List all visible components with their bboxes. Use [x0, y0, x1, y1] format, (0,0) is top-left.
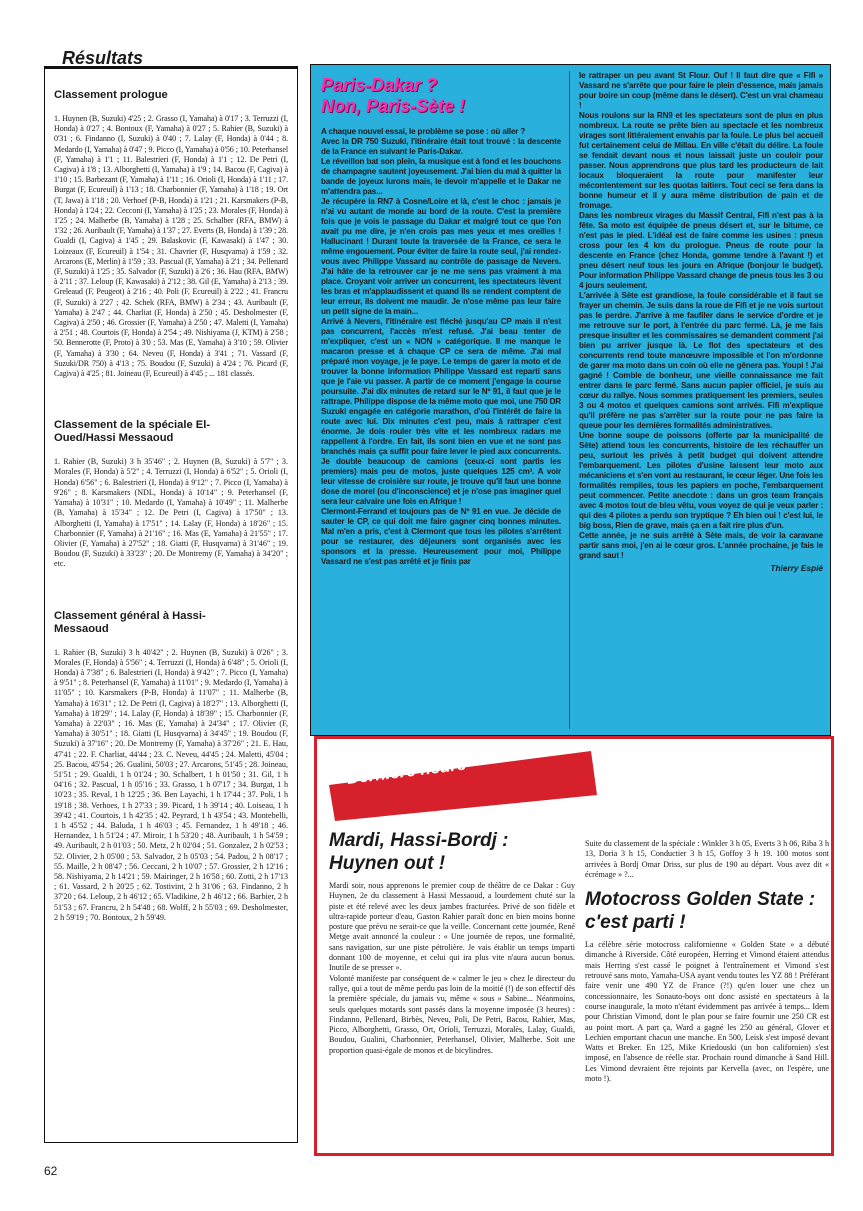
- article2-title-line1: Motocross Golden State :: [585, 889, 816, 911]
- news-col1: [329, 829, 575, 1056]
- results-header: [44, 44, 298, 70]
- feature-col2: [579, 71, 823, 573]
- general-text: 1. Rahier (B, Suzuki) 3 h 40'42" ; 2. Huynen (B, Suzuki) à 0'26" ; 3. Morales (F, Honda) à 5'56" ; 4. Terruzzi (I, Honda) à 6'48" ; 5. Orioli (I, Honda) à 7'38" ; 6. Balestrieri (I, Honda) à 9'42" ; 7. Picco (I, Yamaha) à 9'51" ; 8. Peterhansel (F, Yamaha) à 11'01" ; 9. Medardo (I, Yamaha) à 11'05" ; 10. Karsmakers (P-B, Honda) à 11'07" ; 11. Malherbe (B, Yamaha) à 16'31" ; 12. De Petri (I, Cagiva) à 18'27" ; 13. Alborghetti (I, Yamaha) à 18'29" ; 14. Lalay (F, Honda) à 18'39" ; 15. Charbonnier (F, Yamaha) à 22'03" ; 16. Mas (E, Yamaha) à 24'34" ; 17. Olivier (F, Yamaha) à 30'51" ; 18. Giatti (I, Husqvarna) à 34'45" ; 19. Boudou (F, Suzuki) à 37'16" ; 20. De Montremy (F, Yamaha) à 37'26" ; 21. E. Hau, 47'41 ; 22. F. Charliat, 44'44 ; 23. C. Neveu, 44'45 ; 24. Maletti, 45'04 ; 25. Bacou, 45'54 ; 26. Gualini, 50'03 ; 27. Arcarons, 51'45 ; 28. Joineau, 51'51 ; 29. Gualdi, 1 h 01'24 ; 30. Schalbert, 1 h 01'50 ; 31. Gil, 1 h 04'16 ; 32. Pascual, 1 h 05'16 ; 33. Grasso, 1 h 07'17 ; 34. Burgat, 1 h 10'23 ; 35. Reval, 1 h 12'25 ; 36. Ben Layachi, 1 h 17'44 ; 37. Poli, 1 h 19'18 ; 38. Verhoes, 1 h 27'33 ; 39. Picard, 1 h 39'14 ; 40. Loiseau, 1 h 39'42 ; 41. Courtois, 1 h 42'35 ; 42. Peyrard, 1 h 43'54 ; 43. Montebelli, 1 h 45'52 ; 44. Baluda, 1 h 46'03 ; 45. Fernandez, 1 h 49'18 ; 46. Hernandez, 1 h 51'24 ; 47. Miroir, 1 h 53'20 ; 48. Auribault, 1 h 54'59 ; 49. Auribault, 2 h 01'03 ; 50. Metz, 2 h 02'04 ; 51. Gonzalez, 2 h 02'53 ; 52. Olivier, 2 h 05'00 ; 53. Salvador, 2 h 05'03 ; 54. Padou, 2 h 08'17 ; 55. Maille, 2 h 08'47 ; 56. Ceccani, 2 h 10'07 ; 57. Grossier, 2 h 12'16 ; 58. Nishiyama, 2 h 14'21 ; 59. Mairinger, 2 h 16'58 ; 60. Zotti, 2 h 17'13 ; 61. Vassard, 2 h 20'25 ; 62. Tostivint, 2 h 31'06 ; 63. Findanno, 2 h 37'20 ; 64. Leloup, 2 h 46'12 ; 65. Vladikine, 2 h 46'12 ; 66. Barbier, 2 h 51'53 ; 67. Francru, 2 h 54'48 ; 68. Wolff, 2 h 55'03 ; 69. Desholmester, 2 h 59'19 ; 70. Bontoux, 2 h 59'49.: [54, 647, 288, 922]
- article2-text: La célèbre série motocross californienne « Golden State » a débuté dimanche à Riverside. Côté européen, Herring et Vimond étaient attendus mais Herring s'est cassé le poignet à l'entraînement et Vimond s'est retrouvé sans moto, Yamaha-USA ayant vendu toutes les YZ 88 ! Préférant faire venir une 490 YZ de France (?!) qu'en louer une chez un concessionnaire, les Sonauto-boys ont donc assisté en spectateurs à la course inaugurale, la moto n'étant évidemment pas arrivée à temps... Idem pour Christian Vimond, dont le plan pour se faire fournir une 250 CR est au point mort. A part ça, Ward a gagné les 250 au général, Glover et Lechien emportant chacun une manche. En 500, Leisk s'est imposé devant Watts et Breker. En 125, Mike Kriedouski (un bon californien) s'est imposé, en l'absence de réelle star. Prochain round dimanche à Sand Hill. Les Vimond devraient être rejoints par Kervella (avec, on l'espère, une moto !).: [585, 940, 829, 1084]
- feature-text-col1: A chaque nouvel essai, le problème se pose : où aller ? Avec la DR 750 Suzuki, l'itinéraire était tout trouvé : la descente de la France en suivant le Paris-Dakar. Le réveillon bat son plein, la musique est à fond et les bouchons de champagne sautent joyeusement. J'ai bien du mal à quitter la bande de joyeux lurons mais, le devoir m'appelle et le Dakar ne m'attendra pas... Je récupère la RN7 à Cosne/Loire et là, c'est le choc : jamais je n'ai vu autant de monde au bord de la route. C'est la première fois que je vois le passage du Dakar et malgré tout ce que l'on avait pu me dire, je n'en crois pas mes yeux et mes oreilles ! Hallucinant ! Durant toute la traversée de la France, ce sera le même engouement. Pour éviter de faire la route seul, j'ai rendez-vous avec Philippe Vassard au contrôle de passage de Nevers. J'ai hâte de la retrouver car je ne me sens pas vraiment à ma place. Croyant voir arriver un concurrent, les spectateurs lèvent les bras et m'applaudissent et quand ils se rendent comptent de leur erreur, ils doivent me maudir. Je n'ose même pas leur faire un petit signe de la main... Arrivé à Nevers, l'itinéraire est fléché jusqu'au CP mais il n'est pas concurrent, l'accès m'est refusé. J'ai beau tenter de m'expliquer, c'est un « NON » catégorique. Il me manque le macaron presse et à chaque CP ce sera de même. J'ai mal préparé mon voyage, je le paye. Le temps de garer la moto et de trouver la bonne information Philippe Vassard est reparti sans que je l'aie vu passer. A partir de ce moment j'engage la course poursuite. J'ai dix minutes de retard sur le Nº 91, il faut que je le rattrape. Philippe dispose de la même moto que moi, une 750 DR Suzuki engagée en catégorie marathon, d'où l'intérêt de faire la route avec lui. Dix minutes c'est peu, mais à rattraper c'est énorme. Je dois rouler très vite et les nombreux radars me rappellent à l'ordre. En fait, ils sont bien en vue et ne sont pas branchés mais ça suffit pour faire lever le pied aux concurrents. Je double beaucoup de camions (ceux-ci sont partis les premiers) mais peu de motos, juste quelques 125 cm³. A voir leur vitesse de croisière sur route, je trouve qu'il faut une bonne dose de morel (ou d'inconscience) et je n'ose pas imaginer quel sera leur calvaire une fois en Afrique ! Clermont-Ferrand et toujours pas de Nº 91 en vue. Je décide de sauter le CP, ce qui doit me faire gagner cinq bonnes minutes. Mal m'en a pris, c'est à Clermont que tous les pilotes s'arrêtent pour se restaurer, des déjeuners sont organisés avec les sponsors et la presse. Heureusement pour moi, Philippe Vassard ne s'est pas arrêté et je finis par: [321, 127, 561, 566]
- speciale-text: 1. Rahier (B, Suzuki) 3 h 35'46" ; 2. Huynen (B, Suzuki) à 5'7" ; 3. Morales (F, Honda) à 5'2" ; 4. Terruzzi (I, Honda) à 6'52" ; 5. Orioli (I, Honda) 6'56" ; 6. Balestrieri (I, Honda) à 9'12" ; 7. Picco (I, Yamaha) à 9'26" ; 8. Karsmakers (NDL, Honda) à 10'14" ; 9. Peterhansel (F, Yamaha) à 10'31" ; 10. Medardo (I, Yamaha) à 10'49" ; 11. Malherbe (B, Yamaha) à 15'34" ; 12. De Petri (I, Cagiva) à 17'50" ; 13. Alborghetti (I, Yamaha) à 17'51" ; 14. Lalay (F, Honda) à 18'26" ; 15. Charbonnier (F, Yamaha) à 21'16" ; 16. Mas (E, Yamaha) à 21'55" ; 17. Olivier (F, Yamaha) à 27'52" ; 18. Giatti (F, Husqvarna) à 31'46" ; 19. Boudou (F, Suzuki) à 33'23" ; 20. De Montremy (F, Yamaha) à 34'20" ; etc.: [54, 457, 288, 569]
- news-banner-label: Dernière heure: [345, 754, 468, 788]
- speciale-heading: Classement de la spéciale El-Oued/Hassi Messaoud: [54, 419, 211, 445]
- results-box: [44, 68, 298, 1143]
- prologue-heading: Classement prologue: [54, 89, 168, 101]
- prologue-text: 1. Huynen (B, Suzuki) 4'25 ; 2. Grasso (I, Yamaha) à 0'17 ; 3. Terruzzi (I, Honda) à 0'27 ; 4. Bontoux (F, Yamaha) à 0'27 ; 5. Rahier (B, Suzuki) à 0'31 ; 6. Findanno (I, Suzuki) à 0'40 ; 7. Lalay (F, Honda) à 0'44 ; 8. Medardo (I, Yamaha) à 0'47 ; 9. Picco (I, Yamaha) à 0'56 ; 10. Peterhansel (F, Yamaha) à 1'1 ; 11. Balestrieri (F, Honda) à 1'1 ; 12. De Petri (I, Cagiva) à 1'8 ; 13. Alborghetti (I, Yamaha) à 1'9 ; 14. Bacou (F, Cagiva) à 1'10 ; 15. Barbezant (F, Yamaha) à 1'11 ; 16. Orioli (I, Honda) à 1'11 ; 17. Burgat (F, Ecureuil) à 1'13 ; 18. Charbonnier (F, Yamaha) à 1'18 ; 19. Ort (T, Jawa) à 1'18 ; 20. Verhoef (P-B, Honda) à 1'21 ; 21. Karsmakers (P-B, Honda) à 1'24 ; 22. Cecconi (I, Yamaha) à 1'25 ; 23. Morales (F, Honda) à 1'25 ; 24. Malherbe (B, Yamaha) à 1'28 ; 25. Schalber (RFA, BMW) à 1'32 ; 26. Auribault (F, Yamaha) à 1'37 ; 27. Everts (B, Honda) à 1'39 ; 28. Gualdi (I, Cagiva) à 1'45 ; 29. Balaskovic (F, Kawasaki) à 1'47 ; 30. Loizeaux (F, Ecureuil) à 1'54 ; 31. Chavrier (F, Husqvarna) à 1'59 ; 32. Arcarons (E, Merlin) à 1'59 ; 33. Pascual (F, Yamaha) à 2'1 ; 34. Pellenard (F, Suzuki) à 1'25 ; 35. Salvador (F, Suzuki) à 2'6 ; 36. Hau (RFA, BMW) à 2'11 ; 37. Leloup (F, Kawasaki) à 2'12 ; 38. Gil (E, Yamaha) à 2'13 ; 39. Greleaud (F, Peugeot) à 2'16 ; 40. Poli (F, Ecureuil) à 2'22 ; 41. Francru (F, Suzuki) à 2'27 ; 42. Schek (RFA, BMW) à 2'34 ; 43. Auribault (F, Yamaha) à 2'47 ; 44. Charliat (F, Honda) à 2'50 ; 45. Desholmester (F, Cagiva) à 2'50 ; 46. Grossier (F, Yamaha) à 2'50 ; 47. Maletti (I, Yamaha) à 2'51 ; 48. Courtois (F, Honda) à 2'54 ; 49. Nishiyama (J, KTM) à 2'58 ; 50. Bennerotte (F, Proto) à 3'0 ; 53. Mas (E, Yamaha) à 3'10 ; 59. Olivier (F, Yamaha) à 3'30 ; 64. Neveu (F, Honda) à 3'41 ; 71. Vassard (F, Suzuki/DR 750) à 4'13 ; 75. Boudou (F, Suzuki) à 4'24 ; 76. Picard (F, Cagiva) à 4'25 ; 81. Joineau (F, Ecureuil) à 4'45 ; ... 181 classés.: [54, 114, 288, 379]
- feature-kicker-line2: Non, Paris-Sète !: [321, 96, 466, 116]
- results-title: Résultats: [62, 48, 144, 68]
- feature-col-divider: [569, 71, 570, 729]
- news-box: [314, 736, 834, 1156]
- general-heading: Classement général à Hassi-Messaoud: [54, 609, 206, 635]
- article1-text: Mardi soir, nous apprenons le premier coup de théâtre de ce Dakar : Guy Huynen, 2e du classement à Hassi Messaoud, a lourdement chuté sur la piste et été relevé avec les deux jambes fracturées. Privé de son fidèle et ultra-rapide porteur d'eau, Gaston Rahier paraît donc en bien moins bonne posture que prévu ne serait-ce que la veille. Concernant cette journée, René Metge avait annoncé la couleur : « Une journée de repos, une formalité, sans navigation, sur une piste pétrolière. Je vais établir un temps imparti donnant 100 de moyenne, et celui qui ira plus vite n'aura aucun bonus. Inutile de se presser ». Volonté manifeste par conséquent de « calmer le jeu » chez le directeur du rallye, qui a tout de même perdu pas loin de la moitié (!) de son effectif dès la première spéciale, du jamais vu, même « sous » Sabine... Néanmoins, seuls quelques motards sont passés dans la moyenne imposée (3 heures) : Findanno, Pellenard, Birbès, Neveu, Poli, De Petri, Bacou, Rahier, Mas, Picco, Alborghetti, Grasso, Ort, Orioli, Terruzzi, Moralès, Lalay, Gualdi, Boudou, Gualini, Charbonnier, Peterhansel, Olivier, Malherbe. Soit une proportion quasi-égale de monos et de bicylindres.: [329, 881, 575, 1055]
- feature-author: Thierry Espié: [770, 563, 823, 573]
- article2-lead: Suite du classement de la spéciale : Winkler 3 h 05, Everts 3 h 06, Riba 3 h 13, Doria 3 h 15, Conductier 3 h 15, Goffoy 3 h 19. 100 motos sont arrivées à Bordj Omar Driss, sur plus de 190 au départ. Vous avez dit « écrémage » ?...: [585, 839, 829, 879]
- article2-title-line2: c'est parti !: [585, 912, 686, 934]
- feature-col1: [321, 73, 561, 567]
- news-col2: [585, 839, 829, 1084]
- feature-box: [310, 64, 831, 736]
- article1-title-line1: Mardi, Hassi-Bordj :: [329, 830, 509, 851]
- feature-kicker-line1: Paris-Dakar ?: [321, 75, 438, 95]
- feature-text-col2: le rattraper un peu avant St Flour. Ouf ! Il faut dire que « Fifi » Vassard ne s'arrête que pour faire le plein d'essence, mais jamais pour boire un coup (même dans le désert). C'est un vrai chameau ! Nous roulons sur la RN9 et les spectateurs sont de plus en plus nombreux. La route se prête bien au spectacle et les nombreux virages sont littéralement envahis par la foule. Le plus bel accueil fut certainement celui de Millau. En ville c'était du délire. La foule se fendait devant nous et nous laissait juste un couloir pour passer. Nous apprendrons que plus tard les producteurs de lait locaux bloqueraient la route pour manifester leur mécontentement sur les quotas laitiers. Tout ceci se fera dans la bonne humeur et il y aura même distribution de pain et de fromage. Dans les nombreux virages du Massif Central, Fifi n'est pas à la fête. Sa moto est équipée de pneus désert et, sur le bitume, ce n'est pas le pied. L'idéal est de faire comme les usines : pneus cross pour les 4 km du prologue. Pneus de route pour la descente en France (chez Honda, gomme tendre à l'avant !) et pneu désert neuf tous les jours en Afrique (bonjour le budget). Pour information Philippe Vassard change de pneus tous les 3 ou 4 jours seulement. L'arrivée à Sète est grandiose, la foule considérable et il faut se frayer un chemin. Je suis dans la roue de Fifi et je ne vois surtout pas le perdre. J'arrive à me faufiler dans le service d'ordre et je me retrouve sur le port, à l'entrée du parc fermé. Là, je me fais presque insulter et les commissaires se demandent comment j'ai bien pu arriver jusque là. Le flot des spectateurs et des concurrents rend toute manœuvre impossible et l'on m'ordonne de garer ma moto dans un coin où elle ne gênera pas. Youpi ! J'ai gagné ! Comble de bonheur, une vieille connaissance me fait entrer dans le parc fermé. Sans aucun papier officiel, je suis au cœur du rallye. Nous sommes pratiquement les premiers, seules 3 ou 4 motos et quelques camions sont arrivés. Fifi m'explique qu'il préfère ne pas s'arrêter sur la route pour ne pas faire la queue pour les dernières formalités administratives. Une bonne soupe de poissons (offerte par la municipalité de Sète) attend tous les concurrents, histoire de les réchauffer un peu, surtout les privés à petit budget qui doivent attendre l'embarquement. Les pilotes d'usine laissent leur moto aux mécaniciens et s'en vont au restaurant, le cœur léger. Une fois les formalités remplies, tous les papiers en poche, l'embarquement peut commencer. Petite anecdote : dans un gros team français avec 4 motos tout de bleu vêtu, vous voyez de qui je veux parler : qui des 4 pilotes a perdu son tryptique ? Eh bien oui ! c'est lui, le big boss, Rien de grave, mais ça en a fait rire plus d'un. Cette année, je ne suis arrêté à Sète mais, de voir la caravane partir sans moi, j'en ai le cœur gros. L'année prochaine, je fais le grand saut !: [579, 71, 823, 560]
- page-number: 62: [44, 1164, 58, 1178]
- article1-title-line2: Huynen out !: [329, 853, 446, 874]
